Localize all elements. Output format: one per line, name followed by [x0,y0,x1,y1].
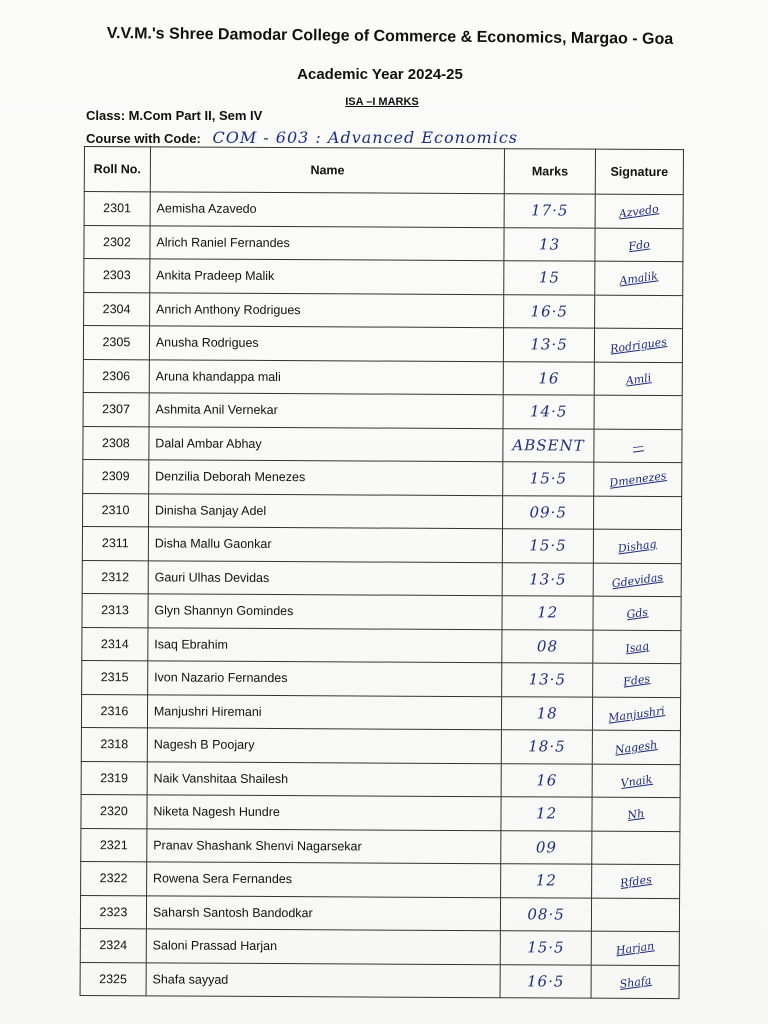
name-cell: Aruna khandappa mali [149,359,504,394]
name-cell: Gauri Ulhas Devidas [148,560,503,595]
table-row [84,292,683,329]
signature-cell [594,328,682,362]
signature-cell [591,931,679,965]
marks-cell [502,663,593,697]
signature-cell [594,362,682,396]
marks-cell [501,931,592,965]
marks-value: 09 [535,838,558,857]
table-row [81,727,680,764]
marks-value: 15 [538,268,561,287]
course-value: COM - 603 : Advanced Economics [212,128,518,147]
name-cell: Manjushri Hiremani [147,694,502,729]
roll-cell: 2320 [81,794,147,828]
roll-cell: 2323 [80,895,146,929]
table-row [82,560,681,597]
name-cell: Anrich Anthony Rodrigues [149,292,504,327]
signature-mark: Amalik [618,269,659,288]
table-row [84,259,683,296]
table-row [80,928,679,965]
header-roll: Roll No. [84,147,150,192]
header-name: Name [150,147,505,194]
name-cell: Shafa sayyad [146,962,501,997]
roll-cell: 2302 [84,225,150,259]
marks-value: ABSENT [512,435,585,455]
signature-mark: — [631,438,645,454]
marks-value: 18 [536,704,558,723]
table-row [80,962,679,999]
name-cell: Alrich Raniel Fernandes [150,225,505,260]
marks-cell [502,596,593,630]
table-row [83,326,682,363]
signature-cell [593,630,681,664]
signature-mark: Isaq [624,639,650,656]
signature-mark: Nh [626,807,646,823]
marks-cell [501,897,592,931]
name-cell: Saharsh Santosh Bandodkar [146,895,501,930]
class-value: M.Com Part II, Sem IV [128,108,263,123]
course-line [86,128,518,147]
roll-cell: 2301 [84,192,150,226]
roll-cell: 2309 [83,459,149,493]
name-cell: Naik Vanshitaa Shailesh [147,761,502,796]
roll-cell: 2324 [80,928,146,962]
name-cell: Rowena Sera Fernandes [146,862,501,897]
roll-cell: 2325 [80,962,146,996]
roll-cell: 2303 [84,259,150,293]
name-cell: Aemisha Azavedo [150,192,505,227]
roll-cell: 2316 [81,694,147,728]
marks-value: 16 [538,369,560,388]
marks-cell [503,562,594,596]
signature-mark: Gdevidas [610,570,664,591]
roll-cell: 2310 [83,493,149,527]
signature-mark: Manjushri [607,703,666,725]
marks-cell [504,261,595,295]
marks-cell [502,629,593,663]
name-cell: Ivon Nazario Fernandes [148,661,503,696]
roll-cell: 2305 [83,326,149,360]
roll-cell: 2306 [83,359,149,393]
marks-value: 15·5 [527,938,565,957]
table-row [81,828,680,865]
signature-cell [593,529,681,563]
signature-cell [593,596,681,630]
marks-value: 18·5 [528,737,566,756]
signature-cell [592,764,680,798]
name-cell: Glyn Shannyn Gomindes [148,594,503,629]
class-label: Class: [86,108,126,123]
signature-cell [592,697,680,731]
course-label: Course with Code: [86,131,201,146]
roll-cell: 2307 [83,392,149,426]
roll-cell: 2312 [82,560,148,594]
table-row [82,593,681,630]
signature-mark: Vnaik [619,772,653,790]
name-cell: Anusha Rodrigues [149,326,504,361]
signature-cell [594,462,682,496]
signature-cell [591,898,679,932]
signature-mark: Harjan [615,939,656,958]
name-cell: Saloni Prassad Harjan [146,929,501,964]
signature-cell [591,965,679,999]
name-cell: Disha Mallu Gaonkar [148,527,503,562]
table-row [80,895,679,932]
marks-value: 13 [539,235,561,254]
marks-cell [504,194,595,228]
marks-cell [502,696,593,730]
table-row [82,660,681,697]
marks-value: 16·5 [530,302,569,321]
signature-mark: Shafa [618,973,652,991]
marks-cell [501,797,592,831]
name-cell: Nagesh B Poojary [147,728,502,763]
signature-cell [592,797,680,831]
signature-cell [595,261,683,295]
signature-cell [594,395,682,429]
marks-value: 08 [536,637,559,656]
marks-value: 13·5 [530,335,568,354]
exam-title: ISA –I MARKS [345,96,419,108]
marks-cell [501,864,592,898]
signature-cell [594,295,682,329]
signature-cell [595,194,683,228]
marks-value: 12 [535,871,557,890]
signature-mark: Fdes [622,672,651,689]
signature-mark: Dishag [617,537,658,556]
marks-cell [501,763,592,797]
table-row [83,426,682,463]
marks-cell [501,830,592,864]
name-cell: Pranav Shashank Shenvi Nagarsekar [147,828,502,863]
signature-mark: Amli [624,371,652,388]
table-row [83,493,682,530]
name-cell: Denzilia Deborah Menezes [149,460,504,495]
name-cell: Niketa Nagesh Hundre [147,795,502,830]
signature-cell [593,496,681,530]
table-row [83,392,682,429]
marks-value: 13·5 [529,570,567,589]
roll-cell: 2321 [81,828,147,862]
marks-cell [504,294,595,328]
marks-cell [502,730,593,764]
table-header-row [84,147,683,195]
table-row [81,794,680,831]
marks-table [80,146,684,999]
marks-cell [503,462,594,496]
marks-value: 08·5 [527,905,565,924]
table-row [82,627,681,664]
signature-mark: Fdo [627,237,651,254]
marks-value: 12 [536,804,558,823]
marks-cell [503,395,594,429]
roll-cell: 2308 [83,426,149,460]
marks-value: 15·5 [529,536,567,555]
table-row [81,694,680,731]
marks-cell [503,529,594,563]
marks-value: 16·5 [526,972,565,991]
table-row [82,526,681,563]
marks-value: 09·5 [529,503,567,522]
signature-mark: Gds [625,605,649,622]
signature-mark: Rfdes [619,873,653,891]
marks-value: 15·5 [529,469,568,488]
name-cell: Dalal Ambar Abhay [149,426,504,461]
signature-cell [592,730,680,764]
name-cell: Isaq Ebrahim [148,627,503,662]
marks-cell [503,495,594,529]
signature-cell [594,429,682,463]
marks-value: 16 [536,771,558,790]
signature-mark: Nagesh [614,738,659,757]
header-signature: Signature [595,149,683,194]
table-row [81,861,680,898]
roll-cell: 2315 [82,660,148,694]
signature-cell [593,563,681,597]
signature-cell [592,831,680,865]
college-heading: V.V.M.'s Shree Damodar College of Commerce & Economics, Margao - Goa [106,25,674,48]
roll-cell: 2304 [84,292,150,326]
marks-value: 13·5 [528,670,567,689]
roll-cell: 2319 [81,761,147,795]
signature-mark: Dmenezes [608,469,667,490]
signature-cell [595,228,683,262]
signature-mark: Azvedo [618,202,660,221]
name-cell: Dinisha Sanjay Adel [148,493,503,528]
table-row [81,761,680,798]
roll-cell: 2311 [82,526,148,560]
signature-cell [592,663,680,697]
academic-year: Academic Year 2024-25 [297,66,463,83]
marks-cell [504,227,595,261]
roll-cell: 2318 [81,727,147,761]
marks-cell [504,361,595,395]
marks-value: 17·5 [531,201,569,220]
signature-cell [591,864,679,898]
roll-cell: 2313 [82,593,148,627]
table-row [84,192,683,229]
marks-value: 14·5 [529,402,568,421]
marks-cell [500,964,591,998]
marks-cell [503,428,594,462]
roll-cell: 2322 [81,861,147,895]
table-row [83,459,682,496]
class-line [86,108,262,123]
roll-cell: 2314 [82,627,148,661]
marks-value: 12 [537,603,559,622]
name-cell: Ashmita Anil Vernekar [149,393,504,428]
table-row [84,225,683,262]
marks-cell [504,328,595,362]
table-row [83,359,682,396]
header-marks: Marks [505,149,596,194]
name-cell: Ankita Pradeep Malik [150,259,505,294]
signature-mark: Rodrigues [609,335,668,356]
